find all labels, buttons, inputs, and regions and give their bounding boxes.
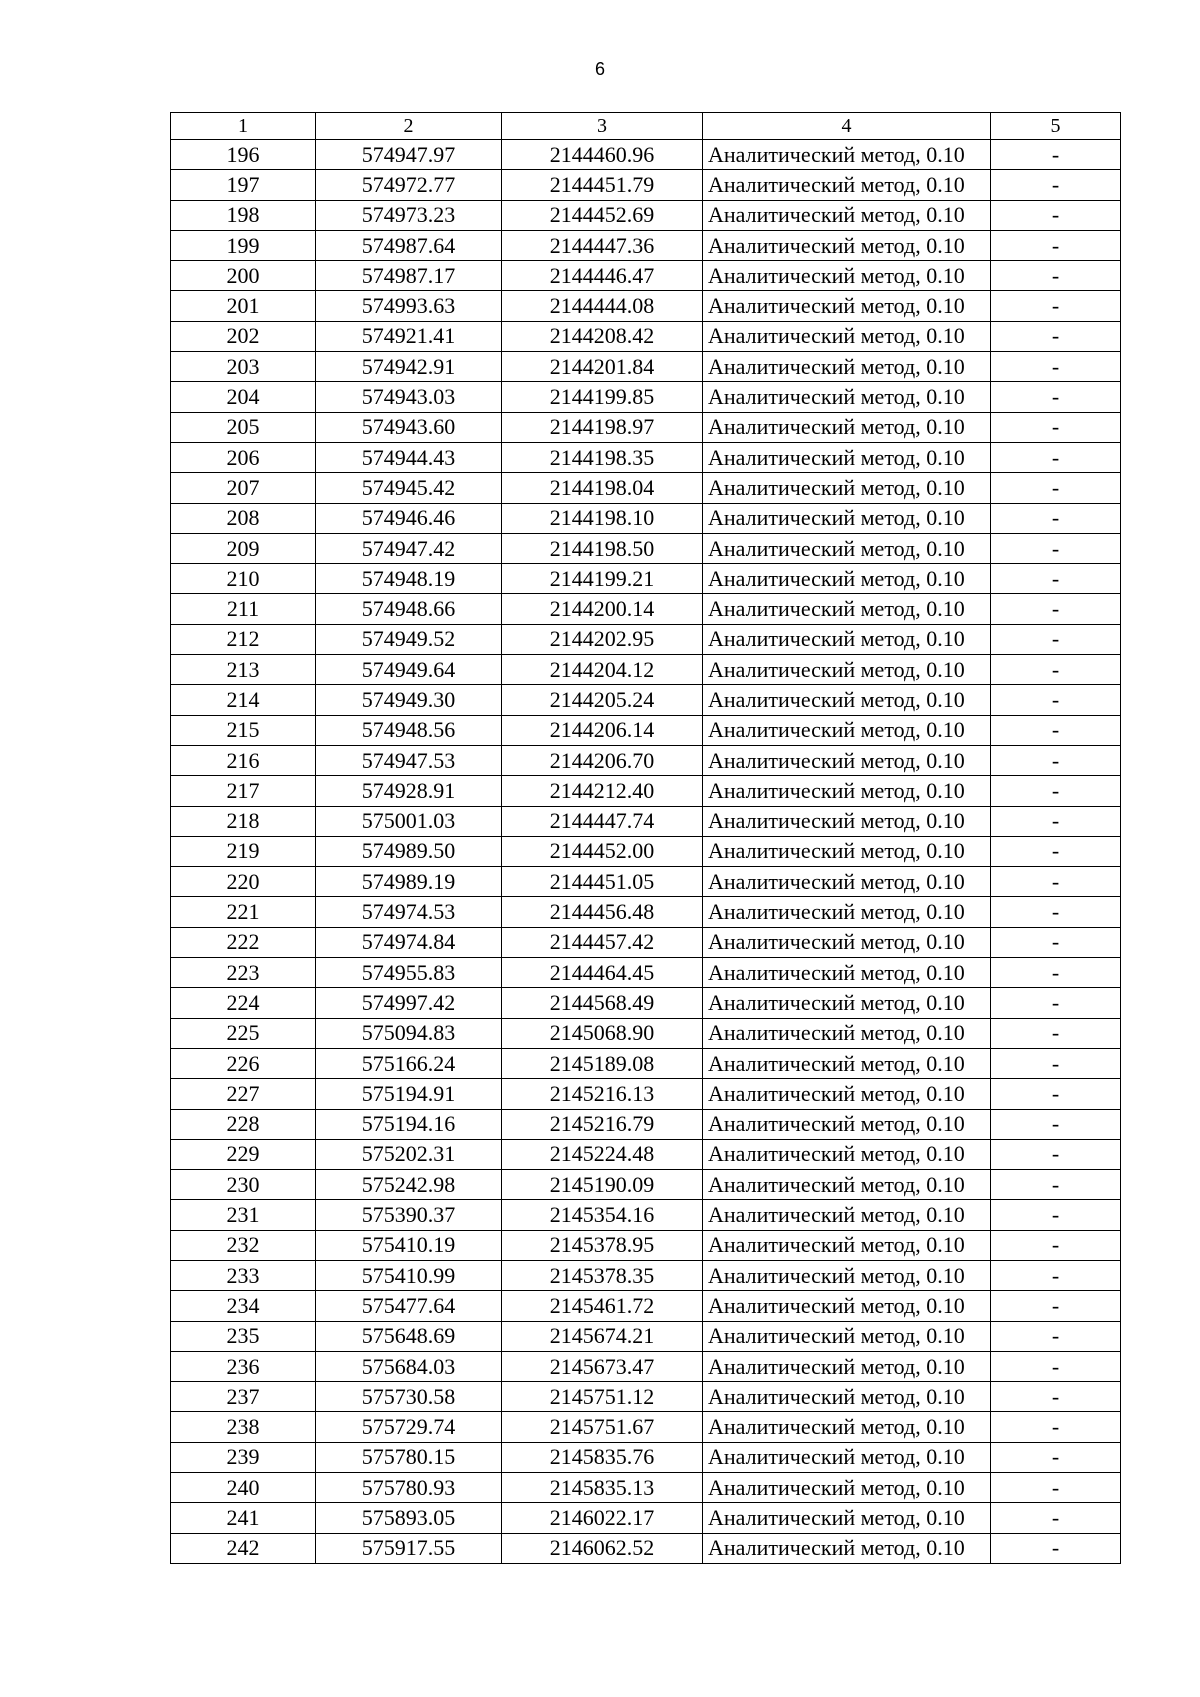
- x-coordinate-cell: 574921.41: [316, 321, 502, 351]
- x-coordinate-cell: 574944.43: [316, 442, 502, 472]
- x-coordinate-cell: 575730.58: [316, 1382, 502, 1412]
- note-cell: -: [991, 655, 1121, 685]
- y-coordinate-cell: 2145068.90: [502, 1018, 703, 1048]
- y-coordinate-cell: 2144202.95: [502, 624, 703, 654]
- table-row: [171, 291, 1121, 321]
- x-coordinate-cell: 575166.24: [316, 1048, 502, 1078]
- method-accuracy-cell: Аналитический метод, 0.10: [703, 715, 991, 745]
- y-coordinate-cell: 2145674.21: [502, 1321, 703, 1351]
- table-row: [171, 745, 1121, 775]
- method-accuracy-cell: Аналитический метод, 0.10: [703, 1079, 991, 1109]
- point-number-cell: 213: [171, 655, 316, 685]
- point-number-cell: 236: [171, 1351, 316, 1381]
- note-cell: -: [991, 1321, 1121, 1351]
- point-number-cell: 210: [171, 564, 316, 594]
- note-cell: -: [991, 1351, 1121, 1381]
- x-coordinate-cell: 574945.42: [316, 473, 502, 503]
- x-coordinate-cell: 574947.42: [316, 533, 502, 563]
- x-coordinate-cell: 574928.91: [316, 776, 502, 806]
- table-row: [171, 170, 1121, 200]
- method-accuracy-cell: Аналитический метод, 0.10: [703, 988, 991, 1018]
- method-accuracy-cell: Аналитический метод, 0.10: [703, 1260, 991, 1290]
- point-number-cell: 242: [171, 1533, 316, 1563]
- y-coordinate-cell: 2144446.47: [502, 261, 703, 291]
- method-accuracy-cell: Аналитический метод, 0.10: [703, 806, 991, 836]
- y-coordinate-cell: 2145190.09: [502, 1170, 703, 1200]
- point-number-cell: 208: [171, 503, 316, 533]
- header-cell-1: 1: [171, 113, 316, 140]
- table-row: [171, 1351, 1121, 1381]
- note-cell: -: [991, 261, 1121, 291]
- method-accuracy-cell: Аналитический метод, 0.10: [703, 685, 991, 715]
- point-number-cell: 201: [171, 291, 316, 321]
- x-coordinate-cell: 574949.30: [316, 685, 502, 715]
- y-coordinate-cell: 2145354.16: [502, 1200, 703, 1230]
- point-number-cell: 209: [171, 533, 316, 563]
- y-coordinate-cell: 2144452.69: [502, 200, 703, 230]
- method-accuracy-cell: Аналитический метод, 0.10: [703, 1533, 991, 1563]
- note-cell: -: [991, 200, 1121, 230]
- note-cell: -: [991, 867, 1121, 897]
- x-coordinate-cell: 574974.84: [316, 927, 502, 957]
- note-cell: -: [991, 1412, 1121, 1442]
- note-cell: -: [991, 442, 1121, 472]
- y-coordinate-cell: 2145216.13: [502, 1079, 703, 1109]
- table-row: [171, 897, 1121, 927]
- y-coordinate-cell: 2144204.12: [502, 655, 703, 685]
- table-row: [171, 1109, 1121, 1139]
- method-accuracy-cell: Аналитический метод, 0.10: [703, 170, 991, 200]
- point-number-cell: 228: [171, 1109, 316, 1139]
- x-coordinate-cell: 575410.19: [316, 1230, 502, 1260]
- point-number-cell: 206: [171, 442, 316, 472]
- y-coordinate-cell: 2144198.35: [502, 442, 703, 472]
- table-row: [171, 1018, 1121, 1048]
- header-cell-3: 3: [502, 113, 703, 140]
- note-cell: -: [991, 1079, 1121, 1109]
- point-number-cell: 231: [171, 1200, 316, 1230]
- y-coordinate-cell: 2145835.13: [502, 1473, 703, 1503]
- table-row: [171, 1503, 1121, 1533]
- table-row: [171, 200, 1121, 230]
- method-accuracy-cell: Аналитический метод, 0.10: [703, 230, 991, 260]
- note-cell: -: [991, 1503, 1121, 1533]
- x-coordinate-cell: 575242.98: [316, 1170, 502, 1200]
- note-cell: -: [991, 1533, 1121, 1563]
- x-coordinate-cell: 574943.03: [316, 382, 502, 412]
- page-number: 6: [594, 59, 605, 79]
- y-coordinate-cell: 2144464.45: [502, 958, 703, 988]
- point-number-cell: 204: [171, 382, 316, 412]
- note-cell: -: [991, 352, 1121, 382]
- y-coordinate-cell: 2144198.97: [502, 412, 703, 442]
- note-cell: -: [991, 685, 1121, 715]
- x-coordinate-cell: 575684.03: [316, 1351, 502, 1381]
- point-number-cell: 234: [171, 1291, 316, 1321]
- table-row: [171, 624, 1121, 654]
- point-number-cell: 203: [171, 352, 316, 382]
- method-accuracy-cell: Аналитический метод, 0.10: [703, 1139, 991, 1169]
- y-coordinate-cell: 2144460.96: [502, 140, 703, 170]
- table-row: [171, 776, 1121, 806]
- y-coordinate-cell: 2144198.04: [502, 473, 703, 503]
- method-accuracy-cell: Аналитический метод, 0.10: [703, 1473, 991, 1503]
- note-cell: -: [991, 927, 1121, 957]
- method-accuracy-cell: Аналитический метод, 0.10: [703, 140, 991, 170]
- note-cell: -: [991, 594, 1121, 624]
- y-coordinate-cell: 2144444.08: [502, 291, 703, 321]
- method-accuracy-cell: Аналитический метод, 0.10: [703, 442, 991, 472]
- method-accuracy-cell: Аналитический метод, 0.10: [703, 352, 991, 382]
- header-cell-2: 2: [316, 113, 502, 140]
- point-number-cell: 202: [171, 321, 316, 351]
- table-row: [171, 1321, 1121, 1351]
- note-cell: -: [991, 1048, 1121, 1078]
- table-row: [171, 1260, 1121, 1290]
- x-coordinate-cell: 574987.64: [316, 230, 502, 260]
- table-row: [171, 1291, 1121, 1321]
- x-coordinate-cell: 574972.77: [316, 170, 502, 200]
- table-row: [171, 1230, 1121, 1260]
- point-number-cell: 225: [171, 1018, 316, 1048]
- point-number-cell: 229: [171, 1139, 316, 1169]
- table-row: [171, 412, 1121, 442]
- note-cell: -: [991, 624, 1121, 654]
- table-row: [171, 806, 1121, 836]
- y-coordinate-cell: 2144447.36: [502, 230, 703, 260]
- x-coordinate-cell: 575729.74: [316, 1412, 502, 1442]
- method-accuracy-cell: Аналитический метод, 0.10: [703, 745, 991, 775]
- table-row: [171, 1200, 1121, 1230]
- method-accuracy-cell: Аналитический метод, 0.10: [703, 382, 991, 412]
- method-accuracy-cell: Аналитический метод, 0.10: [703, 291, 991, 321]
- note-cell: -: [991, 564, 1121, 594]
- method-accuracy-cell: Аналитический метод, 0.10: [703, 1442, 991, 1472]
- table-row: [171, 473, 1121, 503]
- y-coordinate-cell: 2144451.05: [502, 867, 703, 897]
- point-number-cell: 239: [171, 1442, 316, 1472]
- point-number-cell: 232: [171, 1230, 316, 1260]
- table-row: [171, 1048, 1121, 1078]
- note-cell: -: [991, 1139, 1121, 1169]
- point-number-cell: 230: [171, 1170, 316, 1200]
- x-coordinate-cell: 574993.63: [316, 291, 502, 321]
- note-cell: -: [991, 958, 1121, 988]
- y-coordinate-cell: 2144200.14: [502, 594, 703, 624]
- method-accuracy-cell: Аналитический метод, 0.10: [703, 503, 991, 533]
- table-row: [171, 321, 1121, 351]
- note-cell: -: [991, 382, 1121, 412]
- x-coordinate-cell: 575094.83: [316, 1018, 502, 1048]
- y-coordinate-cell: 2144206.70: [502, 745, 703, 775]
- method-accuracy-cell: Аналитический метод, 0.10: [703, 1230, 991, 1260]
- y-coordinate-cell: 2145751.67: [502, 1412, 703, 1442]
- table-row: [171, 655, 1121, 685]
- table-row: [171, 140, 1121, 170]
- method-accuracy-cell: Аналитический метод, 0.10: [703, 473, 991, 503]
- table-row: [171, 533, 1121, 563]
- point-number-cell: 214: [171, 685, 316, 715]
- y-coordinate-cell: 2144212.40: [502, 776, 703, 806]
- y-coordinate-cell: 2144198.10: [502, 503, 703, 533]
- x-coordinate-cell: 575477.64: [316, 1291, 502, 1321]
- x-coordinate-cell: 575410.99: [316, 1260, 502, 1290]
- method-accuracy-cell: Аналитический метод, 0.10: [703, 958, 991, 988]
- y-coordinate-cell: 2145216.79: [502, 1109, 703, 1139]
- y-coordinate-cell: 2144201.84: [502, 352, 703, 382]
- y-coordinate-cell: 2145461.72: [502, 1291, 703, 1321]
- x-coordinate-cell: 574989.50: [316, 836, 502, 866]
- y-coordinate-cell: 2145378.35: [502, 1260, 703, 1290]
- point-number-cell: 197: [171, 170, 316, 200]
- method-accuracy-cell: Аналитический метод, 0.10: [703, 1200, 991, 1230]
- method-accuracy-cell: Аналитический метод, 0.10: [703, 897, 991, 927]
- y-coordinate-cell: 2145224.48: [502, 1139, 703, 1169]
- x-coordinate-cell: 574989.19: [316, 867, 502, 897]
- y-coordinate-cell: 2146022.17: [502, 1503, 703, 1533]
- point-number-cell: 221: [171, 897, 316, 927]
- x-coordinate-cell: 574949.64: [316, 655, 502, 685]
- note-cell: -: [991, 473, 1121, 503]
- point-number-cell: 205: [171, 412, 316, 442]
- y-coordinate-cell: 2144456.48: [502, 897, 703, 927]
- note-cell: -: [991, 412, 1121, 442]
- note-cell: -: [991, 806, 1121, 836]
- y-coordinate-cell: 2144208.42: [502, 321, 703, 351]
- table-row: [171, 594, 1121, 624]
- point-number-cell: 207: [171, 473, 316, 503]
- method-accuracy-cell: Аналитический метод, 0.10: [703, 1382, 991, 1412]
- x-coordinate-cell: 575001.03: [316, 806, 502, 836]
- note-cell: -: [991, 1230, 1121, 1260]
- y-coordinate-cell: 2145673.47: [502, 1351, 703, 1381]
- y-coordinate-cell: 2145189.08: [502, 1048, 703, 1078]
- table-row: [171, 564, 1121, 594]
- note-cell: -: [991, 230, 1121, 260]
- table-row: [171, 988, 1121, 1018]
- x-coordinate-cell: 575390.37: [316, 1200, 502, 1230]
- x-coordinate-cell: 574955.83: [316, 958, 502, 988]
- point-number-cell: 211: [171, 594, 316, 624]
- method-accuracy-cell: Аналитический метод, 0.10: [703, 655, 991, 685]
- y-coordinate-cell: 2145835.76: [502, 1442, 703, 1472]
- table-row: [171, 836, 1121, 866]
- x-coordinate-cell: 574947.97: [316, 140, 502, 170]
- y-coordinate-cell: 2145751.12: [502, 1382, 703, 1412]
- point-number-cell: 238: [171, 1412, 316, 1442]
- method-accuracy-cell: Аналитический метод, 0.10: [703, 1018, 991, 1048]
- method-accuracy-cell: Аналитический метод, 0.10: [703, 836, 991, 866]
- table-row: [171, 1382, 1121, 1412]
- note-cell: -: [991, 1018, 1121, 1048]
- x-coordinate-cell: 574942.91: [316, 352, 502, 382]
- x-coordinate-cell: 575780.15: [316, 1442, 502, 1472]
- point-number-cell: 226: [171, 1048, 316, 1078]
- note-cell: -: [991, 533, 1121, 563]
- method-accuracy-cell: Аналитический метод, 0.10: [703, 1321, 991, 1351]
- point-number-cell: 237: [171, 1382, 316, 1412]
- note-cell: -: [991, 1473, 1121, 1503]
- point-number-cell: 233: [171, 1260, 316, 1290]
- x-coordinate-cell: 574947.53: [316, 745, 502, 775]
- note-cell: -: [991, 745, 1121, 775]
- table-row: [171, 867, 1121, 897]
- point-number-cell: 222: [171, 927, 316, 957]
- x-coordinate-cell: 575893.05: [316, 1503, 502, 1533]
- x-coordinate-cell: 574948.19: [316, 564, 502, 594]
- table-row: [171, 715, 1121, 745]
- method-accuracy-cell: Аналитический метод, 0.10: [703, 261, 991, 291]
- table-row: [171, 1442, 1121, 1472]
- method-accuracy-cell: Аналитический метод, 0.10: [703, 624, 991, 654]
- x-coordinate-cell: 574997.42: [316, 988, 502, 1018]
- method-accuracy-cell: Аналитический метод, 0.10: [703, 1109, 991, 1139]
- method-accuracy-cell: Аналитический метод, 0.10: [703, 1048, 991, 1078]
- table-row: [171, 442, 1121, 472]
- x-coordinate-cell: 574943.60: [316, 412, 502, 442]
- table-row: [171, 503, 1121, 533]
- table-row: [171, 685, 1121, 715]
- x-coordinate-cell: 574949.52: [316, 624, 502, 654]
- point-number-cell: 224: [171, 988, 316, 1018]
- method-accuracy-cell: Аналитический метод, 0.10: [703, 200, 991, 230]
- y-coordinate-cell: 2144568.49: [502, 988, 703, 1018]
- note-cell: -: [991, 140, 1121, 170]
- y-coordinate-cell: 2144447.74: [502, 806, 703, 836]
- y-coordinate-cell: 2144199.85: [502, 382, 703, 412]
- y-coordinate-cell: 2144457.42: [502, 927, 703, 957]
- table-row: [171, 1412, 1121, 1442]
- table-body: [171, 113, 1121, 1564]
- x-coordinate-cell: 574973.23: [316, 200, 502, 230]
- point-number-cell: 217: [171, 776, 316, 806]
- header-cell-4: 4: [703, 113, 991, 140]
- table-row: [171, 352, 1121, 382]
- method-accuracy-cell: Аналитический метод, 0.10: [703, 776, 991, 806]
- table-row: [171, 1473, 1121, 1503]
- coordinates-table: [170, 112, 1121, 1564]
- y-coordinate-cell: 2146062.52: [502, 1533, 703, 1563]
- y-coordinate-cell: 2145378.95: [502, 1230, 703, 1260]
- note-cell: -: [991, 1442, 1121, 1472]
- method-accuracy-cell: Аналитический метод, 0.10: [703, 564, 991, 594]
- point-number-cell: 196: [171, 140, 316, 170]
- note-cell: -: [991, 897, 1121, 927]
- point-number-cell: 199: [171, 230, 316, 260]
- table-row: [171, 1139, 1121, 1169]
- note-cell: -: [991, 1200, 1121, 1230]
- table-row: [171, 230, 1121, 260]
- point-number-cell: 198: [171, 200, 316, 230]
- note-cell: -: [991, 503, 1121, 533]
- note-cell: -: [991, 1382, 1121, 1412]
- point-number-cell: 227: [171, 1079, 316, 1109]
- point-number-cell: 216: [171, 745, 316, 775]
- point-number-cell: 241: [171, 1503, 316, 1533]
- note-cell: -: [991, 988, 1121, 1018]
- x-coordinate-cell: 575194.16: [316, 1109, 502, 1139]
- method-accuracy-cell: Аналитический метод, 0.10: [703, 533, 991, 563]
- method-accuracy-cell: Аналитический метод, 0.10: [703, 1351, 991, 1381]
- point-number-cell: 215: [171, 715, 316, 745]
- method-accuracy-cell: Аналитический метод, 0.10: [703, 867, 991, 897]
- method-accuracy-cell: Аналитический метод, 0.10: [703, 594, 991, 624]
- point-number-cell: 220: [171, 867, 316, 897]
- note-cell: -: [991, 170, 1121, 200]
- note-cell: -: [991, 1109, 1121, 1139]
- x-coordinate-cell: 574974.53: [316, 897, 502, 927]
- x-coordinate-cell: 574948.56: [316, 715, 502, 745]
- point-number-cell: 223: [171, 958, 316, 988]
- x-coordinate-cell: 574946.46: [316, 503, 502, 533]
- x-coordinate-cell: 575202.31: [316, 1139, 502, 1169]
- method-accuracy-cell: Аналитический метод, 0.10: [703, 927, 991, 957]
- method-accuracy-cell: Аналитический метод, 0.10: [703, 1170, 991, 1200]
- table-row: [171, 382, 1121, 412]
- x-coordinate-cell: 575780.93: [316, 1473, 502, 1503]
- note-cell: -: [991, 1260, 1121, 1290]
- table-header-row: [171, 113, 1121, 140]
- note-cell: -: [991, 291, 1121, 321]
- x-coordinate-cell: 574948.66: [316, 594, 502, 624]
- x-coordinate-cell: 574987.17: [316, 261, 502, 291]
- point-number-cell: 218: [171, 806, 316, 836]
- point-number-cell: 240: [171, 1473, 316, 1503]
- x-coordinate-cell: 575917.55: [316, 1533, 502, 1563]
- y-coordinate-cell: 2144451.79: [502, 170, 703, 200]
- method-accuracy-cell: Аналитический метод, 0.10: [703, 1503, 991, 1533]
- y-coordinate-cell: 2144199.21: [502, 564, 703, 594]
- table-row: [171, 1170, 1121, 1200]
- x-coordinate-cell: 575194.91: [316, 1079, 502, 1109]
- y-coordinate-cell: 2144452.00: [502, 836, 703, 866]
- note-cell: -: [991, 836, 1121, 866]
- note-cell: -: [991, 1291, 1121, 1321]
- method-accuracy-cell: Аналитический метод, 0.10: [703, 321, 991, 351]
- point-number-cell: 235: [171, 1321, 316, 1351]
- y-coordinate-cell: 2144206.14: [502, 715, 703, 745]
- header-cell-5: 5: [991, 113, 1121, 140]
- method-accuracy-cell: Аналитический метод, 0.10: [703, 412, 991, 442]
- point-number-cell: 200: [171, 261, 316, 291]
- method-accuracy-cell: Аналитический метод, 0.10: [703, 1412, 991, 1442]
- table-row: [171, 958, 1121, 988]
- note-cell: -: [991, 776, 1121, 806]
- note-cell: -: [991, 715, 1121, 745]
- point-number-cell: 219: [171, 836, 316, 866]
- table-row: [171, 1079, 1121, 1109]
- method-accuracy-cell: Аналитический метод, 0.10: [703, 1291, 991, 1321]
- note-cell: -: [991, 1170, 1121, 1200]
- table-row: [171, 261, 1121, 291]
- table-row: [171, 1533, 1121, 1563]
- point-number-cell: 212: [171, 624, 316, 654]
- y-coordinate-cell: 2144198.50: [502, 533, 703, 563]
- table-row: [171, 927, 1121, 957]
- y-coordinate-cell: 2144205.24: [502, 685, 703, 715]
- note-cell: -: [991, 321, 1121, 351]
- x-coordinate-cell: 575648.69: [316, 1321, 502, 1351]
